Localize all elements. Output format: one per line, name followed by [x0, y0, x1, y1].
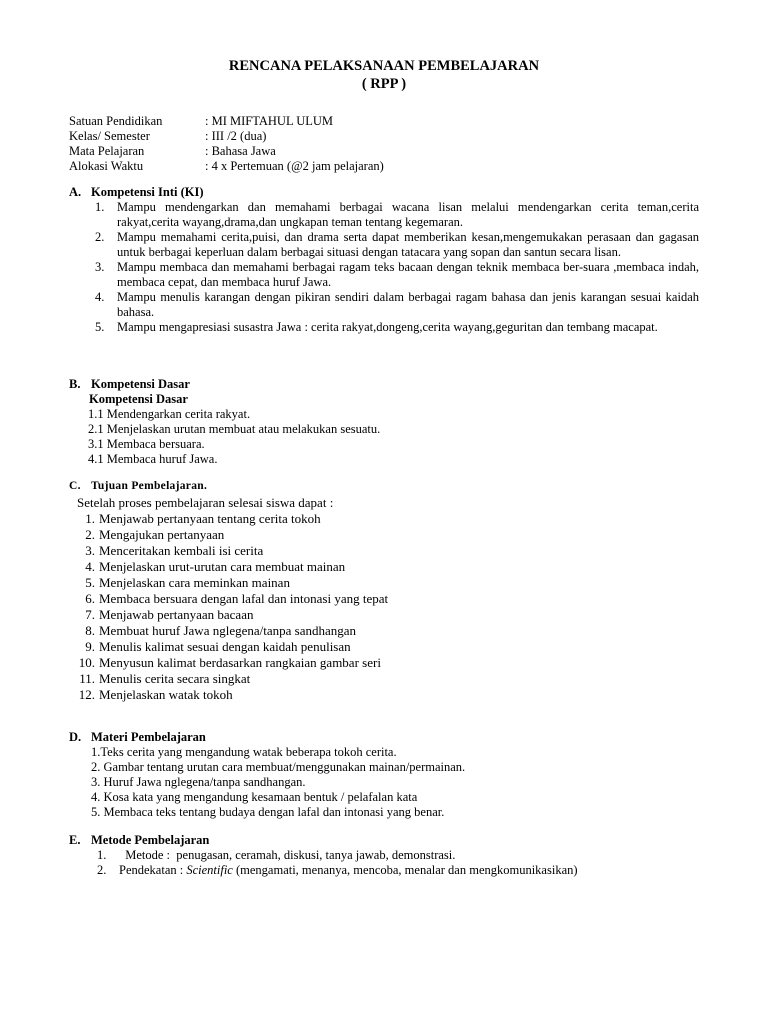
section-heading: D. Materi Pembelajaran — [69, 730, 206, 744]
info-row — [69, 159, 384, 174]
item-number: 10. — [78, 655, 95, 670]
item-number: 1. — [85, 511, 95, 526]
info-row — [69, 114, 384, 129]
list-item — [69, 639, 689, 655]
list-item — [95, 320, 699, 335]
list-item — [69, 591, 689, 607]
section-intro: Setelah proses pembelajaran selesai siswa dapat : — [77, 495, 334, 510]
list-item — [95, 230, 699, 260]
item-number: 3. — [85, 543, 95, 558]
item-text-post: (mengamati, menanya, mencoba, menalar dan mengkomunikasikan) — [232, 863, 578, 877]
item-number: 6. — [85, 591, 95, 606]
list-item — [95, 260, 699, 290]
list-item — [97, 863, 689, 878]
list-item — [69, 671, 689, 687]
item-text: Menulis cerita secara singkat — [99, 671, 251, 686]
list-item: 2.1 Menjelaskan urutan membuat atau melakukan sesuatu. — [88, 422, 381, 436]
section-materi — [69, 730, 689, 820]
item-text: Mampu membaca dan memahami berbagai ragam teks bacaan dengan teknik membaca ber-suara ,membaca indah, membaca cepat, dan membaca huruf Jawa. — [117, 260, 699, 289]
list-item: 3.1 Membaca bersuara. — [88, 437, 205, 451]
list-item — [95, 290, 699, 320]
item-text: Mampu mengapresiasi susastra Jawa : cerita rakyat,dongeng,cerita wayang,geguritan dan tembang macapat. — [117, 320, 658, 334]
info-key: Kelas/ Semester — [69, 129, 150, 143]
item-number: 4. — [85, 559, 95, 574]
item-number: 7. — [85, 607, 95, 622]
item-text: Mampu mendengarkan dan memahami berbagai wacana lisan melalui mendengarkan cerita teman,cerita rakyat,cerita wayang,drama,dan ungkapan teman tentang kegemaran. — [117, 200, 699, 229]
item-text-pre: Metode : penugasan, ceramah, diskusi, tanya jawab, demonstrasi. — [119, 848, 456, 862]
item-text: Menjelaskan cara meminkan mainan — [99, 575, 290, 590]
tujuan-list — [69, 511, 689, 703]
list-item: 3. Huruf Jawa nglegena/tanpa sandhangan. — [91, 775, 306, 789]
ki-list — [69, 200, 699, 335]
item-number: 2. — [95, 230, 105, 244]
item-number: 8. — [85, 623, 95, 638]
list-item — [69, 655, 689, 671]
list-item — [69, 559, 689, 575]
metode-list — [69, 848, 689, 878]
document-title: RENCANA PELAKSANAAN PEMBELAJARAN — [228, 58, 540, 74]
item-text: Menjelaskan urut-urutan cara membuat mainan — [99, 559, 346, 574]
info-value: : 4 x Pertemuan (@2 jam pelajaran) — [205, 159, 384, 173]
item-text — [119, 848, 455, 863]
item-text: Menjawab pertanyaan tentang cerita tokoh — [99, 511, 321, 526]
section-metode — [69, 833, 689, 878]
section-heading: E. Metode Pembelajaran — [69, 833, 210, 847]
identity-block — [69, 114, 384, 174]
item-text: Menulis kalimat sesuai dengan kaidah penulisan — [99, 639, 351, 654]
info-value: : Bahasa Jawa — [205, 144, 276, 158]
list-item: 1.Teks cerita yang mengandung watak beberapa tokoh cerita. — [91, 745, 397, 759]
item-text-pre: Pendekatan : — [119, 863, 187, 877]
kd-list — [69, 407, 669, 467]
item-text: Membuat huruf Jawa nglegena/tanpa sandhangan — [99, 623, 357, 638]
document-subtitle: ( RPP ) — [361, 76, 407, 92]
item-number: 5. — [85, 575, 95, 590]
section-subheading: Kompetensi Dasar — [89, 392, 188, 406]
section-heading: C. Tujuan Pembelajaran. — [69, 480, 208, 492]
item-text: Menceritakan kembali isi cerita — [99, 543, 264, 558]
item-text: Menjelaskan watak tokoh — [99, 687, 233, 702]
info-row — [69, 144, 384, 159]
item-text: Menjawab pertanyaan bacaan — [99, 607, 254, 622]
list-item — [97, 848, 689, 863]
list-item: 2. Gambar tentang urutan cara membuat/menggunakan mainan/permainan. — [91, 760, 466, 774]
section-kompetensi-inti — [69, 185, 699, 335]
info-value: : MI MIFTAHUL ULUM — [205, 114, 334, 128]
list-item — [95, 200, 699, 230]
item-number: 2. — [85, 527, 95, 542]
list-item: 4. Kosa kata yang mengandung kesamaan bentuk / pelafalan kata — [91, 790, 418, 804]
item-number: 11. — [79, 671, 95, 686]
list-item — [69, 575, 689, 591]
list-item: 1.1 Mendengarkan cerita rakyat. — [88, 407, 251, 421]
item-text: Mampu menulis karangan dengan pikiran sendiri dalam berbagai ragam bahasa dan jenis karangan sesuai kaidah bahasa. — [117, 290, 699, 319]
item-number: 5. — [95, 320, 105, 334]
info-row — [69, 129, 384, 144]
list-item — [69, 687, 689, 703]
section-heading: A. Kompetensi Inti (KI) — [69, 185, 204, 199]
item-number: 1. — [95, 200, 105, 214]
section-kompetensi-dasar — [69, 377, 669, 467]
section-tujuan — [69, 478, 689, 703]
item-text: Menyusun kalimat berdasarkan rangkaian gambar seri — [99, 655, 381, 670]
item-text — [119, 863, 578, 878]
list-item — [69, 511, 689, 527]
item-number: 2. — [97, 863, 107, 877]
item-number: 3. — [95, 260, 105, 274]
materi-list — [69, 745, 689, 820]
item-number: 12. — [78, 687, 95, 702]
section-heading: B. Kompetensi Dasar — [69, 377, 190, 391]
info-key: Alokasi Waktu — [69, 159, 144, 173]
item-text-italic: Scientific — [186, 863, 233, 877]
list-item — [69, 623, 689, 639]
item-number: 4. — [95, 290, 105, 304]
info-value: : III /2 (dua) — [205, 129, 267, 143]
info-key: Satuan Pendidikan — [69, 114, 163, 128]
item-number: 1. — [97, 848, 107, 862]
info-key: Mata Pelajaran — [69, 144, 145, 158]
list-item — [69, 543, 689, 559]
item-text: Mampu memahami cerita,puisi, dan drama serta dapat memberikan kesan,mengemukakan perasaan dan gagasan untuk berbagai keperluan dalam berbagai situasi dengan tatacara yang sopan dan santun secara lisan. — [117, 230, 699, 259]
item-number: 9. — [85, 639, 95, 654]
list-item — [69, 527, 689, 543]
item-text: Mengajukan pertanyaan — [99, 527, 225, 542]
list-item: 4.1 Membaca huruf Jawa. — [88, 452, 218, 466]
item-text: Membaca bersuara dengan lafal dan intonasi yang tepat — [99, 591, 389, 606]
list-item — [69, 607, 689, 623]
list-item: 5. Membaca teks tentang budaya dengan lafal dan intonasi yang benar. — [91, 805, 445, 819]
